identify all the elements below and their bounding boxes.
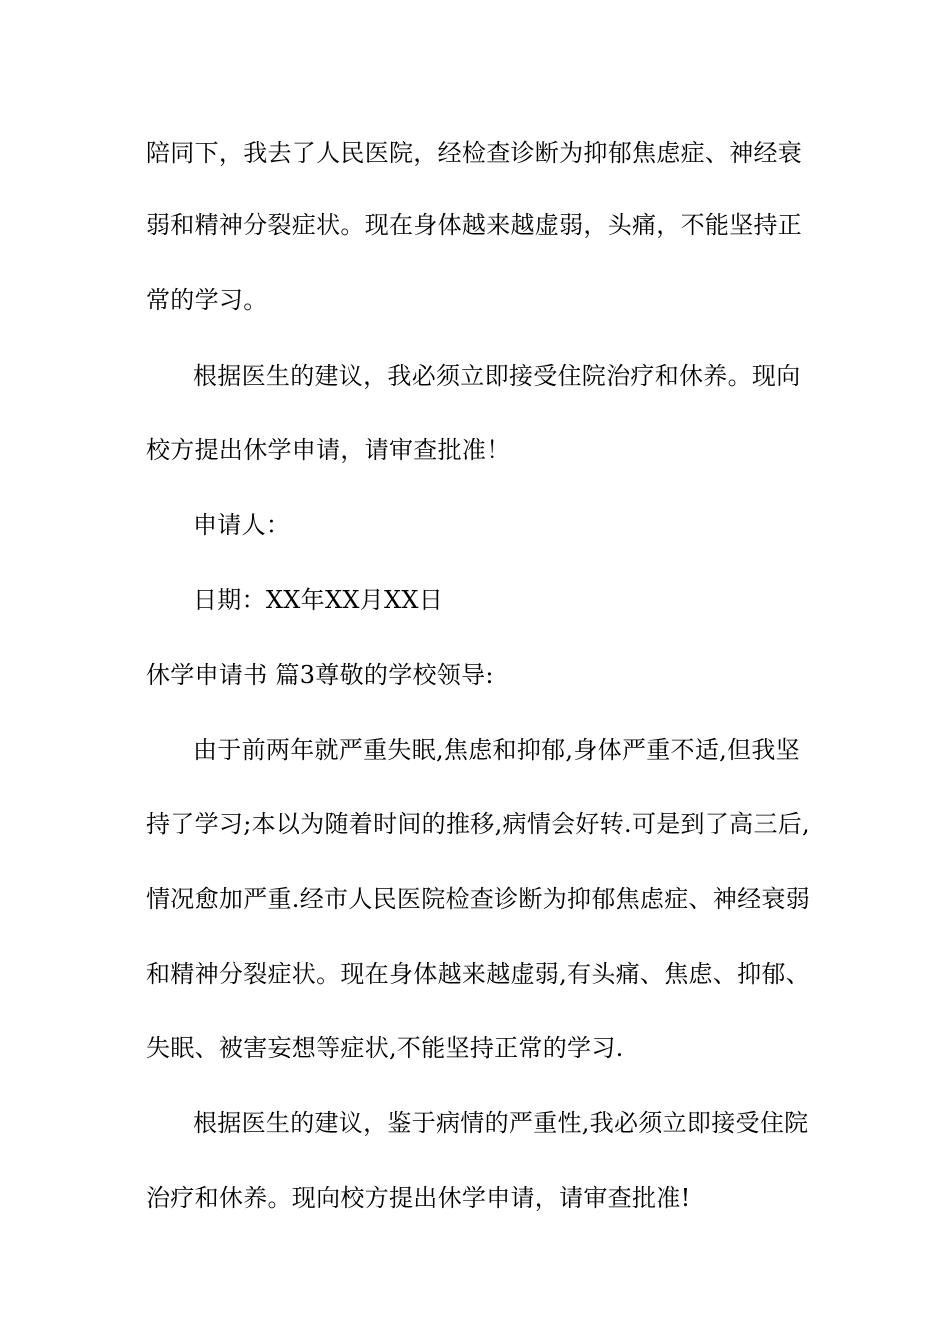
section-heading: 休学申请书 篇3尊敬的学校领导: — [146, 661, 494, 689]
body-text-line: 常的学习。 — [146, 286, 268, 314]
body-text-line: 根据医生的建议，鉴于病情的严重性,我必须立即接受住院 — [193, 1109, 809, 1137]
body-text-line: 和精神分裂症状。现在身体越来越虚弱,有头痛、焦虑、抑郁、 — [146, 960, 811, 988]
body-text-line: 陪同下，我去了人民医院，经检查诊断为抑郁焦虑症、神经衰 — [146, 139, 803, 167]
date-line: 日期：XX年XX月XX日 — [193, 586, 444, 614]
body-text-line: 由于前两年就严重失眠,焦虑和抑郁,身体严重不适,但我坚 — [193, 736, 800, 764]
body-text-line: 失眠、被害妄想等症状,不能坚持正常的学习. — [146, 1034, 624, 1062]
body-text-line: 治疗和休养。现向校方提出休学申请，请审查批准! — [146, 1184, 691, 1212]
body-text-line: 校方提出休学申请，请审查批准！ — [146, 436, 511, 464]
body-text-line: 持了学习;本以为随着时间的推移,病情会好转.可是到了高三后, — [146, 810, 810, 838]
body-text-line: 弱和精神分裂症状。现在身体越来越虚弱，头痛，不能坚持正 — [146, 211, 803, 239]
body-text-line: 根据医生的建议，我必须立即接受住院治疗和休养。现向 — [193, 362, 801, 390]
body-text-line: 情况愈加严重.经市人民医院检查诊断为抑郁焦虑症、神经衰弱 — [146, 885, 811, 913]
applicant-label: 申请人： — [193, 511, 291, 539]
